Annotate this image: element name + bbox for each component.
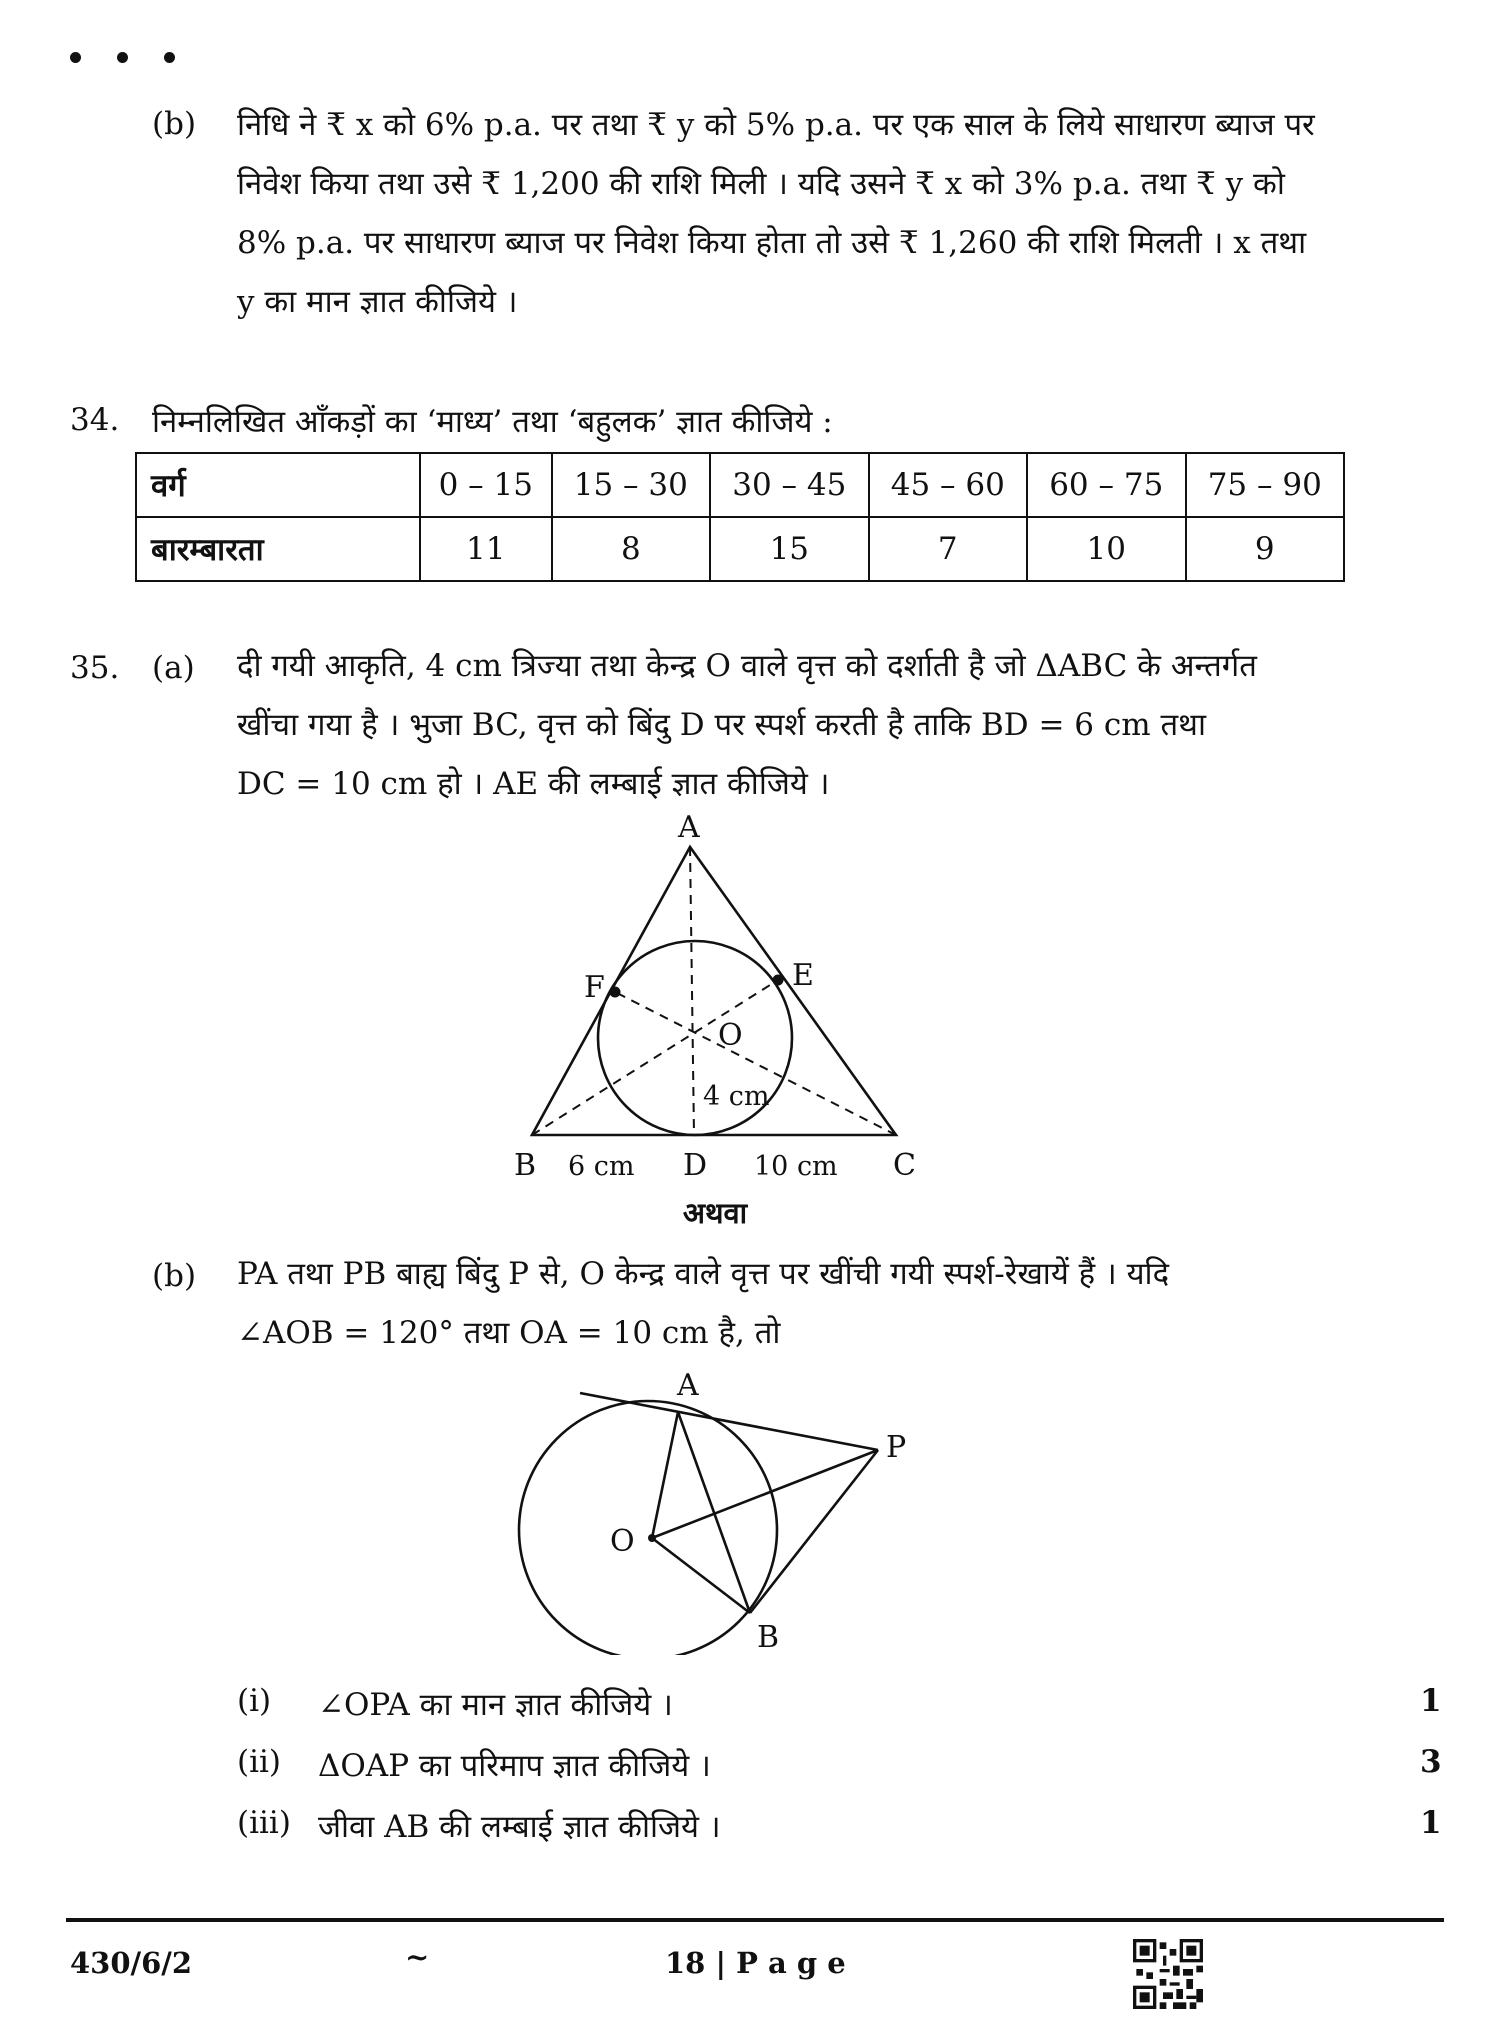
label-d: D [683,1148,708,1183]
label-o: O [610,1524,635,1559]
point-e [773,975,784,986]
q35a-line: खींचा गया है । भुजा BC, वृत्त को बिंदु D पर स्पर्श करती है ताकि BD = 6 cm तथा [237,707,1207,743]
table-cell: 11 [420,517,552,581]
q33b-line: 8% p.a. पर साधारण ब्याज पर निवेश किया होता तो उसे ₹ 1,260 की राशि मिलती । x तथा [237,225,1307,261]
table-row [136,453,1344,517]
table-cell: 9 [1186,517,1345,581]
part-label: (iii) [237,1805,291,1841]
median-ad [690,847,694,1135]
part-text: जीवा AB की लम्बाई ज्ञात कीजिये । [318,1809,721,1845]
circle-o [519,1401,780,1655]
q34-text: निम्नलिखित आँकड़ों का ‘माध्य’ तथा ‘बहुलक’ ज्ञात कीजिये : [152,404,833,440]
page-number: 18 | P a g e [665,1946,846,1980]
table-cell: बारम्बारता [136,517,420,581]
table-cell: वर्ग [136,453,420,517]
paper-code: 430/6/2 [70,1946,193,1980]
footer-tilde: ~ [405,1940,430,1974]
tangent-figure [510,1355,950,1655]
label-f: F [584,970,605,1005]
q33b-line: y का मान ज्ञात कीजिये । [237,284,518,320]
chord-ab [678,1412,750,1613]
label-b: B [757,1620,780,1655]
q35b-line: ∠AOB = 120° तथा OA = 10 cm है, तो [237,1315,781,1351]
frequency-table [135,452,1345,582]
q35a-line: DC = 10 cm हो । AE की लम्बाई ज्ञात कीजिये । [237,766,830,802]
q35a-line: दी गयी आकृति, 4 cm त्रिज्या तथा केन्द्र O वाले वृत्त को दर्शाती है जो ΔABC के अन्तर्गत [237,648,1257,684]
q33b-text [237,96,1362,332]
label-c: C [893,1148,916,1183]
part-text: ΔOAP का परिमाप ज्ञात कीजिये । [318,1748,711,1784]
label-radius: 4 cm [703,1081,770,1112]
center-o [648,1534,656,1542]
table-cell: 60 – 75 [1027,453,1185,517]
q35b-text [237,1245,1362,1363]
tangent-pa [580,1393,878,1450]
part-marks: 3 [1420,1744,1442,1780]
point-f [610,987,621,998]
radius-oa [652,1412,678,1538]
table-cell: 0 – 15 [420,453,552,517]
label-b: B [514,1148,537,1183]
table-cell: 75 – 90 [1186,453,1345,517]
q33b-line: निवेश किया तथा उसे ₹ 1,200 की राशि मिली । यदि उसने ₹ x को 3% p.a. तथा ₹ y को [237,166,1285,202]
table-cell: 8 [552,517,710,581]
label-a: A [677,1368,699,1403]
q35a-label: (a) [152,650,195,686]
table-row [136,517,1344,581]
continuation-dots [70,48,211,67]
q35-number: 35. [70,650,120,686]
incircle-figure [500,815,940,1190]
q33b-label: (b) [152,106,197,142]
table-cell: 15 – 30 [552,453,710,517]
q34-number: 34. [70,402,120,438]
part-marks: 1 [1420,1683,1442,1719]
qr-code-icon [1133,1939,1203,2009]
q35a-text [237,637,1362,814]
label-e: E [792,958,814,993]
table-cell: 15 [710,517,868,581]
label-dc: 10 cm [754,1151,838,1182]
table-cell: 30 – 45 [710,453,868,517]
label-p: P [886,1430,907,1465]
table-cell: 45 – 60 [869,453,1027,517]
part-label: (ii) [237,1744,282,1780]
footer-rule [66,1918,1444,1922]
q35b-line: PA तथा PB बाह्य बिंदु P से, O केन्द्र वाले वृत्त पर खींची गयी स्पर्श-रेखायें हैं । यदि [237,1256,1170,1292]
label-bd: 6 cm [568,1151,635,1182]
part-text: ∠OPA का मान ज्ञात कीजिये । [318,1687,673,1723]
part-label: (i) [237,1683,272,1719]
label-o: O [718,1018,743,1053]
table-cell: 7 [869,517,1027,581]
table-cell: 10 [1027,517,1185,581]
part-marks: 1 [1420,1805,1442,1841]
or-divider: अथवा [682,1196,748,1230]
label-a: A [678,815,700,845]
q35b-label: (b) [152,1258,197,1294]
q33b-line: निधि ने ₹ x को 6% p.a. पर तथा ₹ y को 5% p.a. पर एक साल के लिये साधारण ब्याज पर [237,107,1315,143]
